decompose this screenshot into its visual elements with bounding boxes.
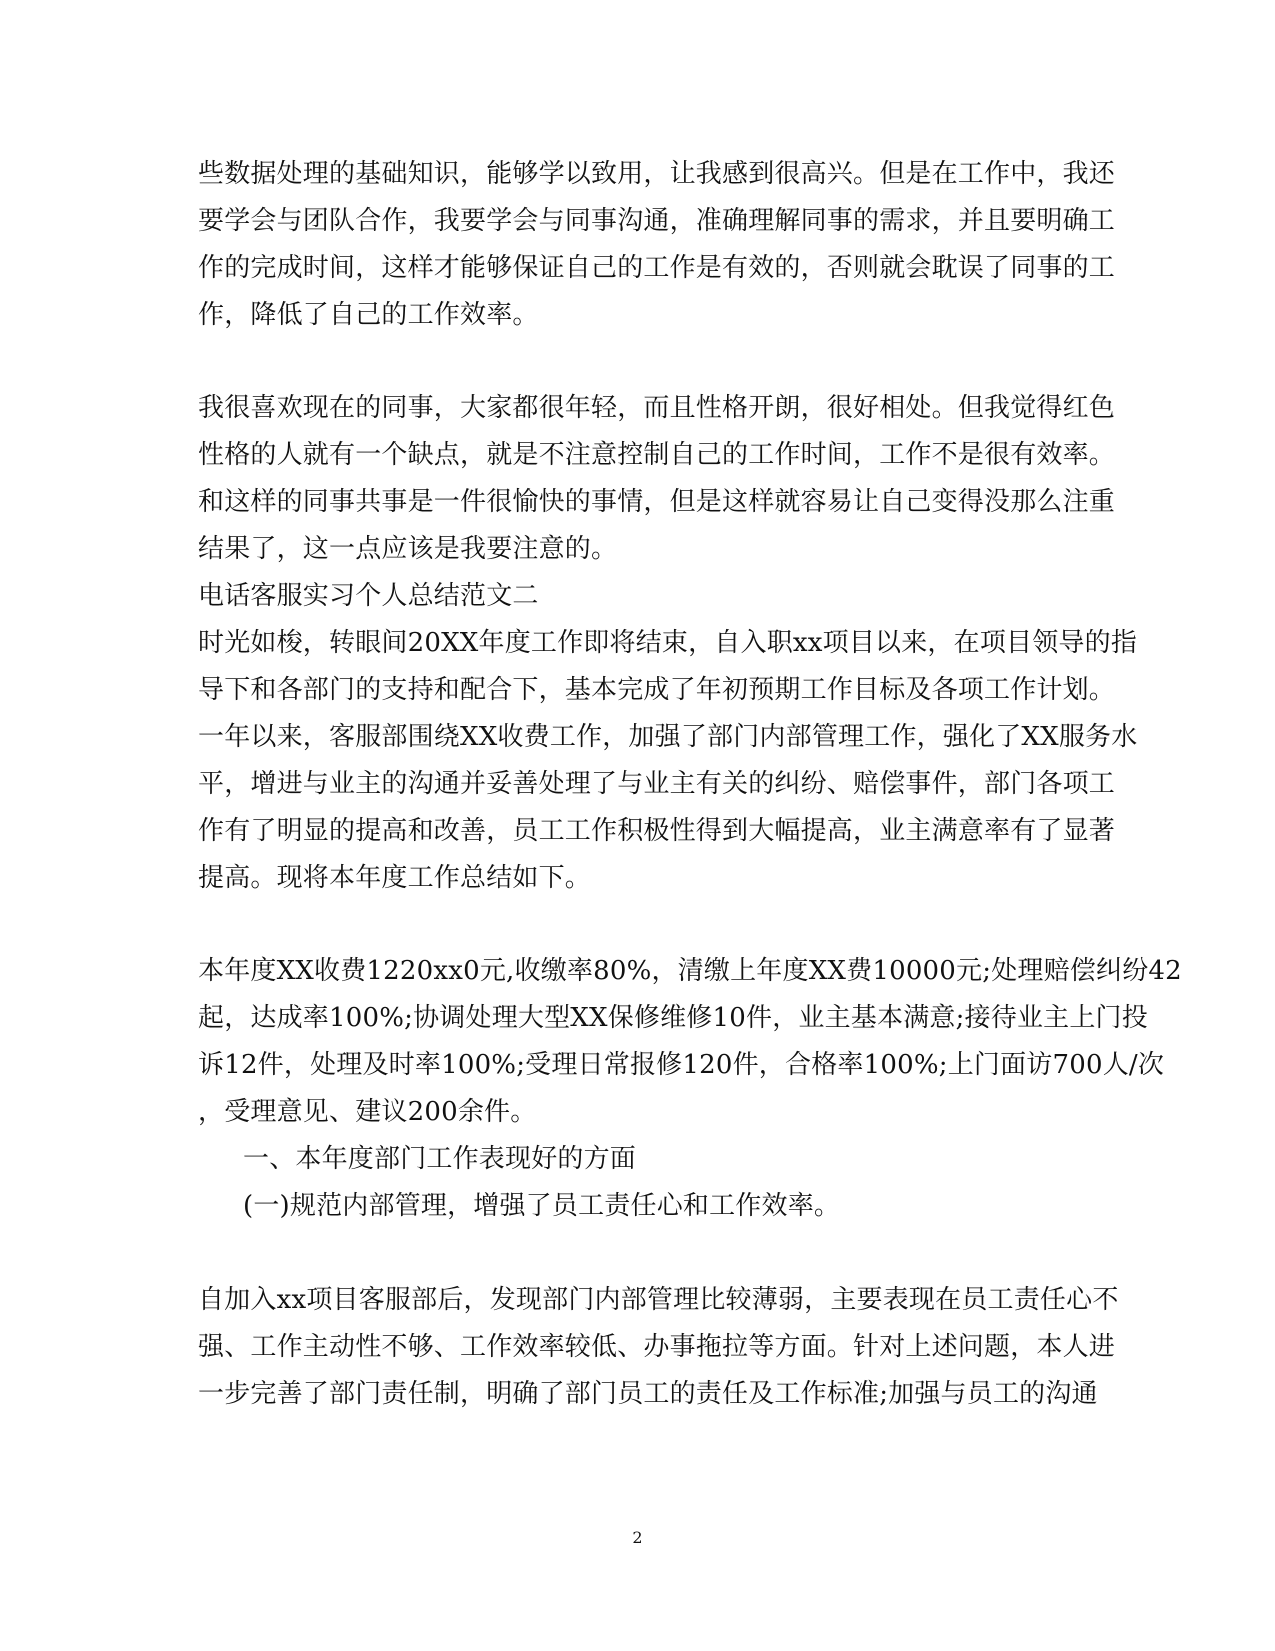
body-text-line: 本年度XX收费1220xx0元,收缴率80%，清缴上年度XX费10000元;处理赔偿纠纷42: [198, 956, 1182, 986]
section-title: 电话客服实习个人总结范文二: [198, 581, 539, 611]
body-text-line: 一步完善了部门责任制，明确了部门员工的责任及工作标准;加强与员工的沟通: [198, 1379, 1098, 1409]
body-text-line: 我很喜欢现在的同事，大家都很年轻，而且性格开朗，很好相处。但我觉得红色: [198, 393, 1116, 423]
body-text-line: 自加入xx项目客服部后，发现部门内部管理比较薄弱，主要表现在员工责任心不: [198, 1285, 1119, 1315]
body-text-line: 起，达成率100%;协调处理大型XX保修维修10件，业主基本满意;接待业主上门投: [198, 1003, 1148, 1033]
body-text-line: 强、工作主动性不够、工作效率较低、办事拖拉等方面。针对上述问题，本人进: [198, 1332, 1116, 1362]
body-text-line: ，受理意见、建议200余件。: [198, 1097, 537, 1127]
body-text-line: 作有了明显的提高和改善，员工工作积极性得到大幅提高，业主满意率有了显著: [198, 816, 1116, 846]
body-text-line: 诉12件，处理及时率100%;受理日常报修120件，合格率100%;上门面访700人/次: [198, 1050, 1165, 1080]
body-text-line: 要学会与团队合作，我要学会与同事沟通，准确理解同事的需求，并且要明确工: [198, 206, 1116, 236]
page-number: 2: [632, 1528, 643, 1547]
body-text-line: 结果了，这一点应该是我要注意的。: [198, 534, 618, 564]
body-text-line: 提高。现将本年度工作总结如下。: [198, 863, 592, 893]
subsection-heading: (一)规范内部管理，增强了员工责任心和工作效率。: [243, 1191, 841, 1221]
body-text-line: 一年以来，客服部围绕XX收费工作，加强了部门内部管理工作，强化了XX服务水: [198, 722, 1138, 752]
body-text-line: 作的完成时间，这样才能够保证自己的工作是有效的，否则就会耽误了同事的工: [198, 253, 1116, 283]
body-text-line: 和这样的同事共事是一件很愉快的事情，但是这样就容易让自己变得没那么注重: [198, 487, 1116, 517]
body-text-line: 平，增进与业主的沟通并妥善处理了与业主有关的纠纷、赔偿事件，部门各项工: [198, 769, 1116, 799]
section-heading: 一、本年度部门工作表现好的方面: [243, 1144, 637, 1174]
body-text-line: 导下和各部门的支持和配合下，基本完成了年初预期工作目标及各项工作计划。: [198, 675, 1116, 705]
body-text-line: 时光如梭，转眼间20XX年度工作即将结束，自入职xx项目以来，在项目领导的指: [198, 628, 1138, 658]
body-text-line: 些数据处理的基础知识，能够学以致用，让我感到很高兴。但是在工作中，我还: [198, 159, 1116, 189]
body-text-line: 作，降低了自己的工作效率。: [198, 300, 539, 330]
body-text-line: 性格的人就有一个缺点，就是不注意控制自己的工作时间，工作不是很有效率。: [198, 440, 1116, 470]
